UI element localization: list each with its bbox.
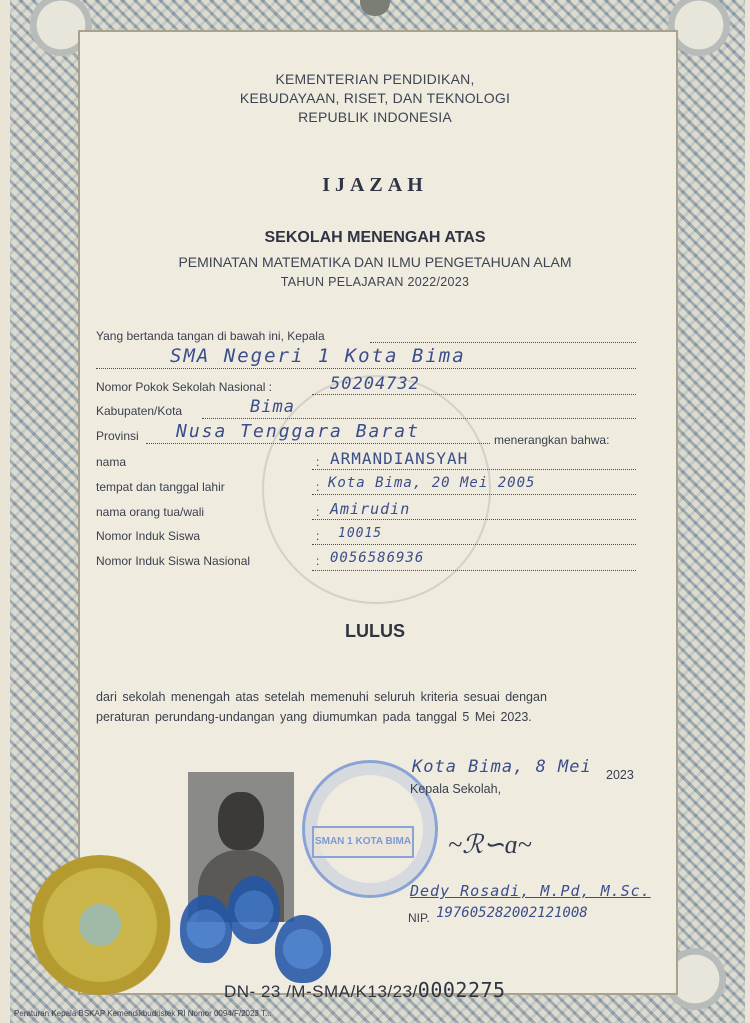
signer-name: Dedy Rosadi, M.Pd, M.Sc. [410,882,651,900]
nip-label: NIP. [408,911,430,925]
footer-regulation: Peraturan Kepala BSKAP Kemendikbudristek RI Nomor 0094/F/2023 T... [14,1009,272,1018]
academic-year: TAHUN PELAJARAN 2022/2023 [280,275,470,289]
header-line-2: KEBUDAYAAN, RISET, DAN TEKNOLOGI [239,90,511,106]
birth-label: tempat dan tanggal lahir [96,480,225,494]
name-label: nama [96,455,127,469]
parent-value: Amirudin [330,500,411,518]
statement-line-2: peraturan perundang-undangan yang diumumkan pada tanggal 5 Mei 2023. [96,710,532,724]
stamp-label: SMAN 1 KOTA BIMA [312,826,414,858]
document-title: IJAZAH [322,174,428,196]
sign-role: Kepala Sekolah, [410,782,502,796]
nip-value: 197605282002121008 [436,905,588,921]
city-label: Kabupaten/Kota [96,404,183,418]
npsn-label: Nomor Pokok Sekolah Nasional : [96,380,273,394]
handwritten-signature-icon: ~ℛ∽ɑ~ [448,830,532,859]
nis-label: Nomor Induk Siswa [96,529,201,543]
hologram-seal-icon [25,855,175,995]
nisn-label: Nomor Induk Siswa Nasional [96,554,251,568]
result-lulus: LULUS [345,621,405,641]
province-label: Provinsi [96,429,139,443]
declares-label: menerangkan bahwa: [494,433,610,447]
sign-year: 2023 [606,768,634,782]
serial-value: 0002275 [417,978,506,1002]
statement-line-1: dari sekolah menengah atas setelah memenuhi seluruh kriteria sesuai dengan [96,690,547,704]
fingerprint-icon [275,915,331,983]
serial-number [224,978,506,1002]
intro-label: Yang bertanda tangan di bawah ini, Kepala [96,329,325,343]
serial-prefix: DN- 23 /M-SMA/K13/23/ [224,982,418,1001]
fingerprint-icon [180,895,232,963]
specialization: PEMINATAN MATEMATIKA DAN ILMU PENGETAHUAN ALAM [178,254,572,270]
fingerprint-icon [228,876,280,944]
province-value: Nusa Tenggara Barat [176,421,420,442]
parent-label: nama orang tua/wali [96,505,205,519]
header-line-3: REPUBLIK INDONESIA [298,109,452,125]
certificate-page: KEMENTERIAN PENDIDIKAN, KEBUDAYAAN, RISET, DAN TEKNOLOGI REPUBLIK INDONESIA IJAZAH SEKOLAH MENENGAH ATAS PEMINATAN MATEMATIKA DAN ILMU PENGETAHUAN ALAM TAHUN PELAJARAN 2022/2023 Yang bertanda tangan di bawah ini, Kepala SMA Negeri 1 Kota Bima Nomor Pokok Sekolah Nasional : 50204732 Kabupaten/Kota Bima Provinsi Nusa Tenggara Barat menerangkan bahwa: nama : ARMANDIANSYAH tempat dan tanggal lahir : Kota Bima, 20 Mei 2005 nama orang tua/wali : Amirudin Nomor Induk Siswa : 10015 Nomor Induk Siswa Nasional : 0056586936 LULUS dari sekolah menengah atas setelah memenuhi seluruh kriteria sesuai dengan peraturan perundang-undangan yang diumumkan pada tanggal 5 Mei 2023. SMAN 1 KOTA BIMA Kota Bima, 8 Mei 2023 Kepala Sekolah, ~ℛ∽ɑ~ Dedy Rosadi, M.Pd, M.Sc. NIP. 197605282002121008 DN- 23 /M-SMA/K13/23/0002275 Peraturan Kepala BSKAP Kemendikbudristek RI Nomor 0094/F/2023 T... [0,0,750,1023]
school-name-value: SMA Negeri 1 Kota Bima [170,345,466,367]
header-line-1: KEMENTERIAN PENDIDIKAN, [275,71,475,87]
name-value: ARMANDIANSYAH [330,449,469,468]
birth-value: Kota Bima, 20 Mei 2005 [328,475,536,491]
npsn-value: 50204732 [330,374,420,394]
city-value: Bima [250,397,295,417]
nis-value: 10015 [338,526,383,541]
school-level: SEKOLAH MENENGAH ATAS [264,229,486,246]
sign-place-date: Kota Bima, 8 Mei [412,757,592,777]
ministry-header [180,70,570,127]
nisn-value: 0056586936 [330,550,425,566]
